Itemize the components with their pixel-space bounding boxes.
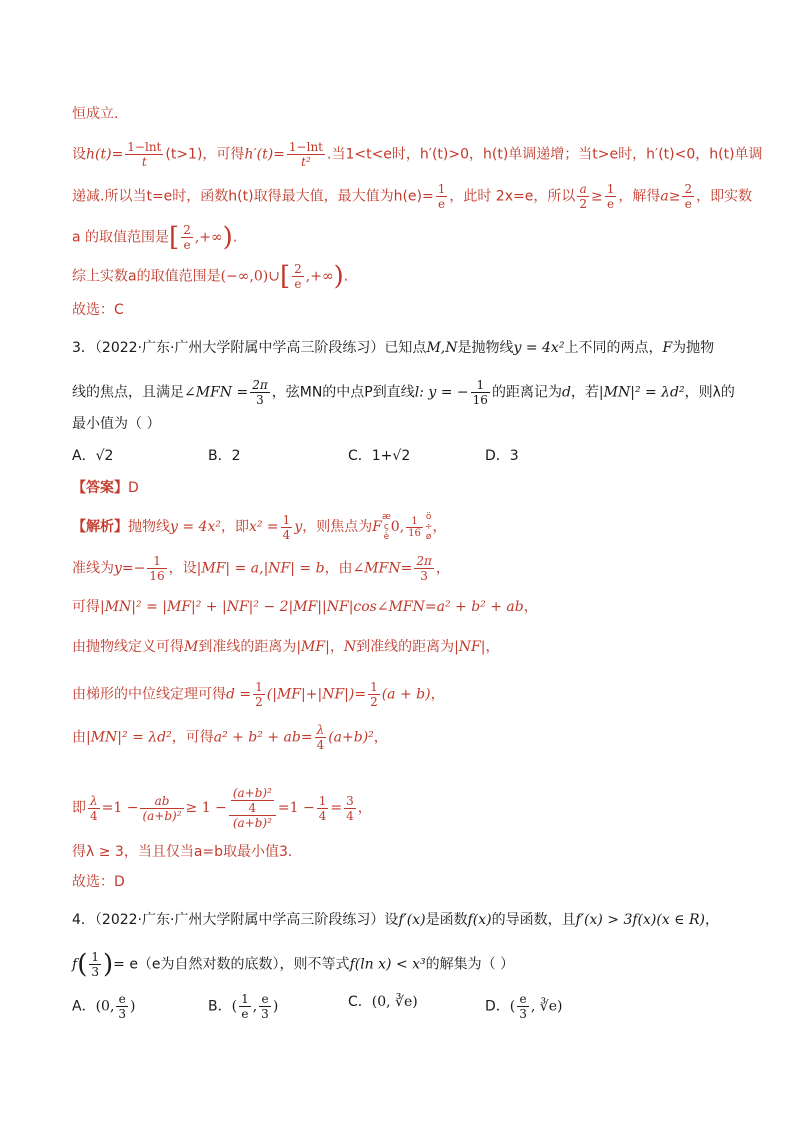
math: a² + b² + ab=	[213, 729, 313, 746]
text: ，	[373, 729, 388, 746]
math: =	[330, 800, 343, 816]
math: ∠MFN=	[352, 560, 413, 577]
math: y	[294, 519, 303, 535]
numerator: 2π	[252, 378, 268, 392]
nested-fraction	[229, 786, 276, 830]
text: 即	[72, 800, 86, 816]
analysis-line	[72, 597, 722, 617]
math: (|MF|+|NF|)=	[266, 686, 367, 703]
fraction: $\frac{1}{e}$	[241, 992, 249, 1021]
math: d	[561, 384, 571, 401]
numerator: 2	[294, 262, 302, 276]
math: =1 −	[277, 800, 315, 816]
text: ，即	[220, 519, 249, 535]
fraction: $\frac{e}{3}$	[519, 992, 527, 1021]
denominator: t	[141, 155, 147, 169]
option-a: A．√2	[72, 448, 114, 464]
text-line	[72, 182, 753, 211]
text: ，可得	[171, 729, 214, 746]
answer-choice: 故选：D	[72, 874, 125, 890]
text: a 的取值范围是	[72, 229, 170, 246]
denominator: 3	[91, 965, 99, 979]
fraction	[140, 794, 183, 823]
math: |MN|² = |MF|² + |NF|² − 2|MF||NF|cos∠MFN=a² + b² + ab	[100, 599, 524, 615]
fraction	[292, 262, 304, 291]
math: x² =	[248, 519, 279, 535]
text: (t>1)，可得	[165, 146, 245, 163]
numerator: 1	[471, 378, 490, 393]
math: y = 4x²	[513, 340, 565, 356]
fraction	[317, 794, 329, 823]
math: M	[184, 639, 199, 655]
text: ，由	[324, 560, 353, 577]
numerator: λ	[88, 794, 100, 809]
text: ，	[523, 599, 538, 615]
numerator: ab	[140, 794, 183, 809]
denominator: 3	[256, 393, 264, 407]
fraction	[471, 378, 490, 407]
text: 递减.所以当t=e时，函数h(t)取得最大值，最大值为h(e)=	[72, 188, 434, 205]
numerator: 3	[346, 793, 354, 808]
text: ，	[430, 686, 445, 703]
analysis-line	[72, 872, 722, 892]
question-3-line	[72, 414, 722, 434]
numerator: 1	[406, 516, 423, 528]
option-c: C．1+√2	[348, 448, 411, 464]
fraction	[315, 723, 327, 752]
denominator: 16	[149, 569, 165, 583]
numerator: 1	[318, 793, 327, 808]
text-line	[72, 262, 722, 291]
denominator: e	[684, 197, 692, 211]
fraction	[281, 513, 293, 542]
text: 为抛物	[672, 340, 715, 356]
math: (a + b)	[381, 686, 431, 703]
numerator: λ	[315, 723, 327, 738]
text: 由梯形的中位线定理可得	[72, 686, 226, 703]
fraction	[368, 680, 380, 709]
denominator: 16	[472, 393, 488, 407]
text: ，弦MN的中点P到直线	[271, 384, 415, 401]
text: 的距离记为	[491, 384, 562, 401]
answer-value: D	[128, 480, 139, 496]
numerator	[229, 786, 276, 816]
math: y = 4x²	[170, 519, 221, 535]
denominator: e	[607, 197, 615, 211]
text: ，此时 2x=e，所以	[449, 188, 576, 205]
question-4-line	[72, 910, 722, 930]
fraction	[125, 140, 163, 169]
text: 到准线的距离为	[356, 639, 455, 655]
text: 设	[72, 146, 86, 163]
analysis-line	[72, 554, 722, 583]
text: 可得	[72, 599, 100, 615]
fraction	[147, 554, 166, 583]
text: 得λ ≥ 3，当且仅当a=b取最小值3.	[72, 844, 293, 860]
bracket: )	[333, 261, 344, 292]
denominator: 16	[408, 527, 421, 539]
numerator: 2	[684, 182, 693, 196]
question-3-line	[72, 338, 722, 358]
math: f(x)	[467, 912, 492, 928]
math: a≥	[660, 188, 681, 205]
math: |NF|	[454, 639, 486, 655]
text: 是函数	[425, 912, 468, 928]
denominator: (a+b)²	[232, 816, 272, 830]
options-row	[72, 446, 722, 466]
math: F	[372, 519, 382, 535]
text: 抛物线	[128, 519, 170, 535]
denominator: 4	[90, 808, 98, 823]
option-a: A．(0, $\frac{e}{3}$ )	[72, 992, 136, 1021]
fraction: $\frac{e}{3}$	[118, 992, 127, 1021]
denominator: 4	[316, 738, 325, 752]
fraction	[287, 140, 325, 169]
option-d: D．( $\frac{e}{3}$ , ∛e)	[485, 992, 563, 1021]
question-4-line: f( $\frac{1}{3}$ )= e（e为自然对数的底数），则不等式f(ln x) < x³的解集为（ ）	[72, 949, 515, 980]
denominator: 4	[346, 808, 354, 823]
fraction	[436, 182, 448, 211]
math: M,N	[426, 340, 458, 356]
math: (−∞,0)∪	[220, 268, 280, 285]
denominator: 4	[282, 527, 291, 542]
math: F	[662, 340, 673, 356]
text: = e（e为自然对数的底数），则不等式	[113, 956, 350, 973]
option-b: B．2	[208, 448, 241, 464]
analysis-line	[72, 680, 722, 709]
text: 综上实数a的取值范围是	[72, 268, 221, 285]
options-row	[72, 992, 722, 1021]
math: (a+b)²	[328, 729, 374, 746]
fraction	[605, 182, 617, 211]
text: 恒成立.	[72, 106, 119, 122]
text: ，	[435, 560, 450, 577]
text: 的解集为（ ）	[425, 956, 515, 973]
math: ∠MFN =	[184, 384, 249, 401]
text: 的导函数，且	[491, 912, 576, 928]
text: 由	[72, 729, 86, 746]
analysis-line	[72, 723, 722, 752]
numerator: 1	[147, 554, 166, 569]
option-b: B．( $\frac{1}{e}$ , $\frac{e}{3}$ )	[208, 992, 279, 1021]
denominator: e	[437, 197, 446, 211]
fraction: $\frac{\text{(a+b)²}}{4}$	[232, 786, 272, 815]
text: .当1<t<e时，h′(t)>0，h(t)单调递增；当t>e时，h′(t)<0，h(t)单调	[327, 146, 763, 163]
bracket: [	[169, 222, 180, 253]
fraction	[577, 182, 589, 211]
denominator: (a+b)²	[142, 808, 182, 823]
answer-tag: 【答案】	[72, 480, 128, 496]
bracket: [	[280, 261, 291, 292]
math: f	[72, 956, 78, 973]
denominator: e	[294, 277, 302, 291]
text: 上不同的两点，	[564, 340, 663, 356]
text-line	[72, 104, 722, 124]
fraction	[181, 223, 193, 252]
math: f(ln x) < x³	[349, 956, 426, 973]
text: ，	[485, 639, 500, 655]
option-d: D．3	[485, 448, 519, 464]
text: ，解得	[618, 188, 661, 205]
text: 准线为	[72, 560, 114, 577]
text: ，	[432, 519, 447, 535]
text: 线的焦点，且满足	[72, 384, 184, 401]
text-line	[72, 300, 722, 320]
garbled-bracket: ö ÷ ø	[424, 512, 433, 542]
math: ≥	[591, 188, 603, 205]
text: 3．（2022·广东·广州大学附属中学高三阶段练习）已知点	[72, 340, 427, 356]
text: ，	[329, 639, 344, 655]
math: f′(x) > 3f(x)(x ∈ R)	[575, 912, 705, 928]
fraction	[253, 680, 265, 709]
denominator: e	[183, 238, 191, 252]
period: .	[343, 268, 349, 285]
math: ,+∞	[194, 229, 223, 246]
numerator: 1−lnt	[127, 140, 162, 154]
analysis-line	[72, 637, 722, 657]
text: ，设	[168, 560, 197, 577]
denominator: 4	[318, 808, 327, 823]
garbled-bracket: æ ç è	[381, 512, 391, 542]
fraction	[414, 554, 434, 583]
numerator: 2π	[416, 554, 432, 568]
math: y=−	[114, 560, 146, 577]
option-c: C．(0, ∛e)	[348, 994, 418, 1010]
numerator: 1	[606, 182, 615, 196]
numerator: 1	[437, 182, 446, 196]
text: ，若	[570, 384, 599, 401]
period: .	[232, 229, 238, 246]
math: |MN|² = λd²	[86, 729, 172, 746]
text: 由抛物线定义可得	[72, 639, 184, 655]
fraction	[89, 950, 101, 979]
fraction	[344, 794, 356, 823]
numerator: 1−lnt	[288, 140, 323, 154]
math: l: y = −	[414, 384, 469, 401]
numerator: 1	[255, 680, 263, 694]
math: =1 −	[101, 800, 139, 816]
math: d =	[226, 686, 252, 703]
math: |MF|	[296, 639, 330, 655]
text: ，则焦点为	[302, 519, 373, 535]
analysis-line	[72, 512, 722, 542]
answer-line	[72, 478, 722, 498]
math: h(t)=	[86, 146, 124, 163]
fraction	[682, 182, 694, 211]
fraction	[250, 378, 270, 407]
text: ，	[357, 800, 372, 816]
math: h′(t)=	[244, 146, 285, 163]
numerator: 1	[282, 512, 291, 527]
numerator: a	[577, 182, 589, 197]
math: ≥ 1 −	[185, 800, 227, 816]
text: 4．（2022·广东·广州大学附属中学高三阶段练习）设	[72, 912, 399, 928]
text: ，则λ的	[684, 384, 735, 401]
math: f′(x)	[398, 912, 426, 928]
text-line	[72, 140, 763, 169]
question-3-line	[72, 378, 735, 407]
text-line	[72, 223, 722, 252]
analysis-line	[72, 786, 722, 830]
math: |MN|² = λd²	[598, 384, 685, 401]
math: |MF| = a,|NF| = b	[196, 560, 325, 577]
fraction	[88, 794, 100, 823]
text: 是抛物线	[457, 340, 514, 356]
denominator: 3	[420, 569, 428, 583]
fraction: $\frac{e}{3}$	[261, 992, 269, 1021]
math: ,+∞	[305, 268, 334, 285]
text: 最小值为（ ）	[72, 416, 161, 432]
denominator: 2	[255, 695, 263, 709]
math: 0,	[390, 519, 405, 535]
answer-choice: 故选：C	[72, 302, 124, 318]
bracket: )	[222, 222, 233, 253]
text: ，即实数	[696, 188, 753, 205]
denominator: 2	[579, 197, 587, 211]
denominator: t²	[301, 155, 311, 169]
numerator: 2	[183, 223, 191, 237]
numerator: 1	[370, 680, 378, 694]
text: 到准线的距离为	[198, 639, 297, 655]
analysis-tag: 【解析】	[72, 519, 128, 535]
analysis-line	[72, 842, 722, 862]
text: ，	[704, 912, 719, 928]
fraction	[406, 516, 423, 539]
denominator: 2	[370, 695, 378, 709]
numerator: 1	[91, 950, 99, 964]
math: N	[343, 639, 357, 655]
